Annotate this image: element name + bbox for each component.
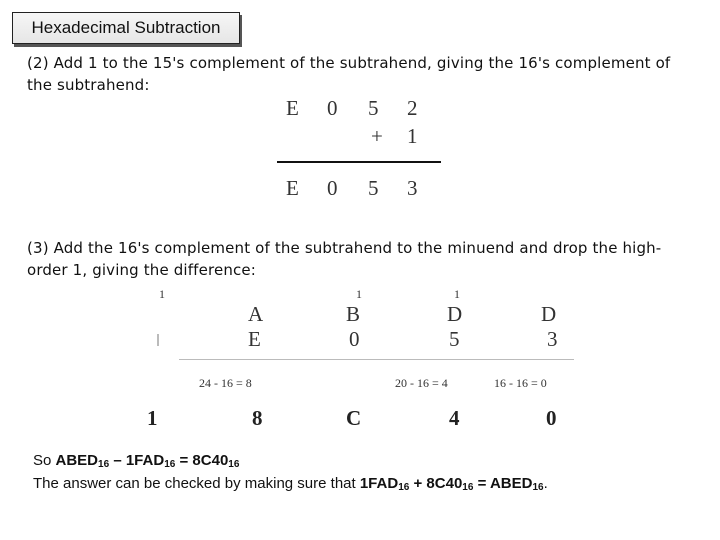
base-subscript: 16 bbox=[398, 482, 410, 493]
summary-line-1 bbox=[33, 452, 239, 470]
step2-result-digit: 5 bbox=[368, 176, 379, 200]
summary-text: So bbox=[33, 452, 56, 469]
operator: + bbox=[409, 475, 427, 492]
hex-value: ABED bbox=[55, 452, 99, 469]
working-note: 20 - 16 = 4 bbox=[395, 376, 448, 390]
summary-text: . bbox=[543, 475, 548, 492]
plus-sign: + bbox=[371, 124, 383, 148]
step2-row1-digit: E bbox=[286, 96, 299, 120]
result-digit: 1 bbox=[147, 406, 158, 430]
step2-row1-digit: 2 bbox=[407, 96, 418, 120]
working-note: 24 - 16 = 8 bbox=[199, 376, 252, 390]
sum-rule bbox=[277, 161, 441, 163]
minuend-digit: B bbox=[346, 302, 361, 326]
step2-row2-digit: 1 bbox=[407, 124, 418, 148]
base-subscript: 16 bbox=[228, 459, 240, 470]
sum-rule bbox=[179, 359, 574, 360]
step3-text: (3) Add the 16's complement of the subtrahend to the minuend and drop the high-order 1, giving the difference: bbox=[27, 239, 662, 279]
addend-digit: 5 bbox=[449, 327, 460, 351]
slide-title: Hexadecimal Subtraction bbox=[12, 12, 240, 44]
hex-value: ABED bbox=[489, 475, 533, 492]
hex-value: 1FAD bbox=[125, 452, 165, 469]
summary-line-2 bbox=[33, 475, 548, 493]
base-subscript: 16 bbox=[164, 459, 176, 470]
step2-row1-digit: 0 bbox=[327, 96, 338, 120]
addend-digit: 3 bbox=[547, 327, 558, 351]
summary-text: The answer can be checked by making sure that bbox=[33, 475, 360, 492]
result-digit: 4 bbox=[449, 406, 460, 430]
minuend-digit: D bbox=[447, 302, 463, 326]
addend-digit: 0 bbox=[349, 327, 360, 351]
addend-digit: E bbox=[248, 327, 261, 351]
base-subscript: 16 bbox=[98, 459, 110, 470]
step2-result-digit: 3 bbox=[407, 176, 418, 200]
plus-mark-fragment bbox=[157, 334, 159, 346]
hex-value: 8C40 bbox=[426, 475, 463, 492]
step2-text: (2) Add 1 to the 15's complement of the subtrahend, giving the 16's complement of the subtrahend: bbox=[27, 54, 671, 94]
hex-value: 1FAD bbox=[359, 475, 399, 492]
step2-row1-digit: 5 bbox=[368, 96, 379, 120]
step2-result-digit: 0 bbox=[327, 176, 338, 200]
base-subscript: 16 bbox=[532, 482, 544, 493]
result-digit: C bbox=[346, 406, 362, 430]
operator: = bbox=[175, 452, 193, 469]
minuend-digit: A bbox=[248, 302, 264, 326]
hex-value: 8C40 bbox=[192, 452, 229, 469]
base-subscript: 16 bbox=[462, 482, 474, 493]
carry-digit: 1 bbox=[454, 287, 460, 301]
step2-result-digit: E bbox=[286, 176, 299, 200]
operator: – bbox=[109, 452, 126, 469]
carry-digit: 1 bbox=[159, 287, 165, 301]
minuend-digit: D bbox=[541, 302, 557, 326]
working-note: 16 - 16 = 0 bbox=[494, 376, 547, 390]
result-digit: 0 bbox=[546, 406, 557, 430]
result-digit: 8 bbox=[252, 406, 263, 430]
carry-digit: 1 bbox=[356, 287, 362, 301]
operator: = bbox=[473, 475, 490, 492]
